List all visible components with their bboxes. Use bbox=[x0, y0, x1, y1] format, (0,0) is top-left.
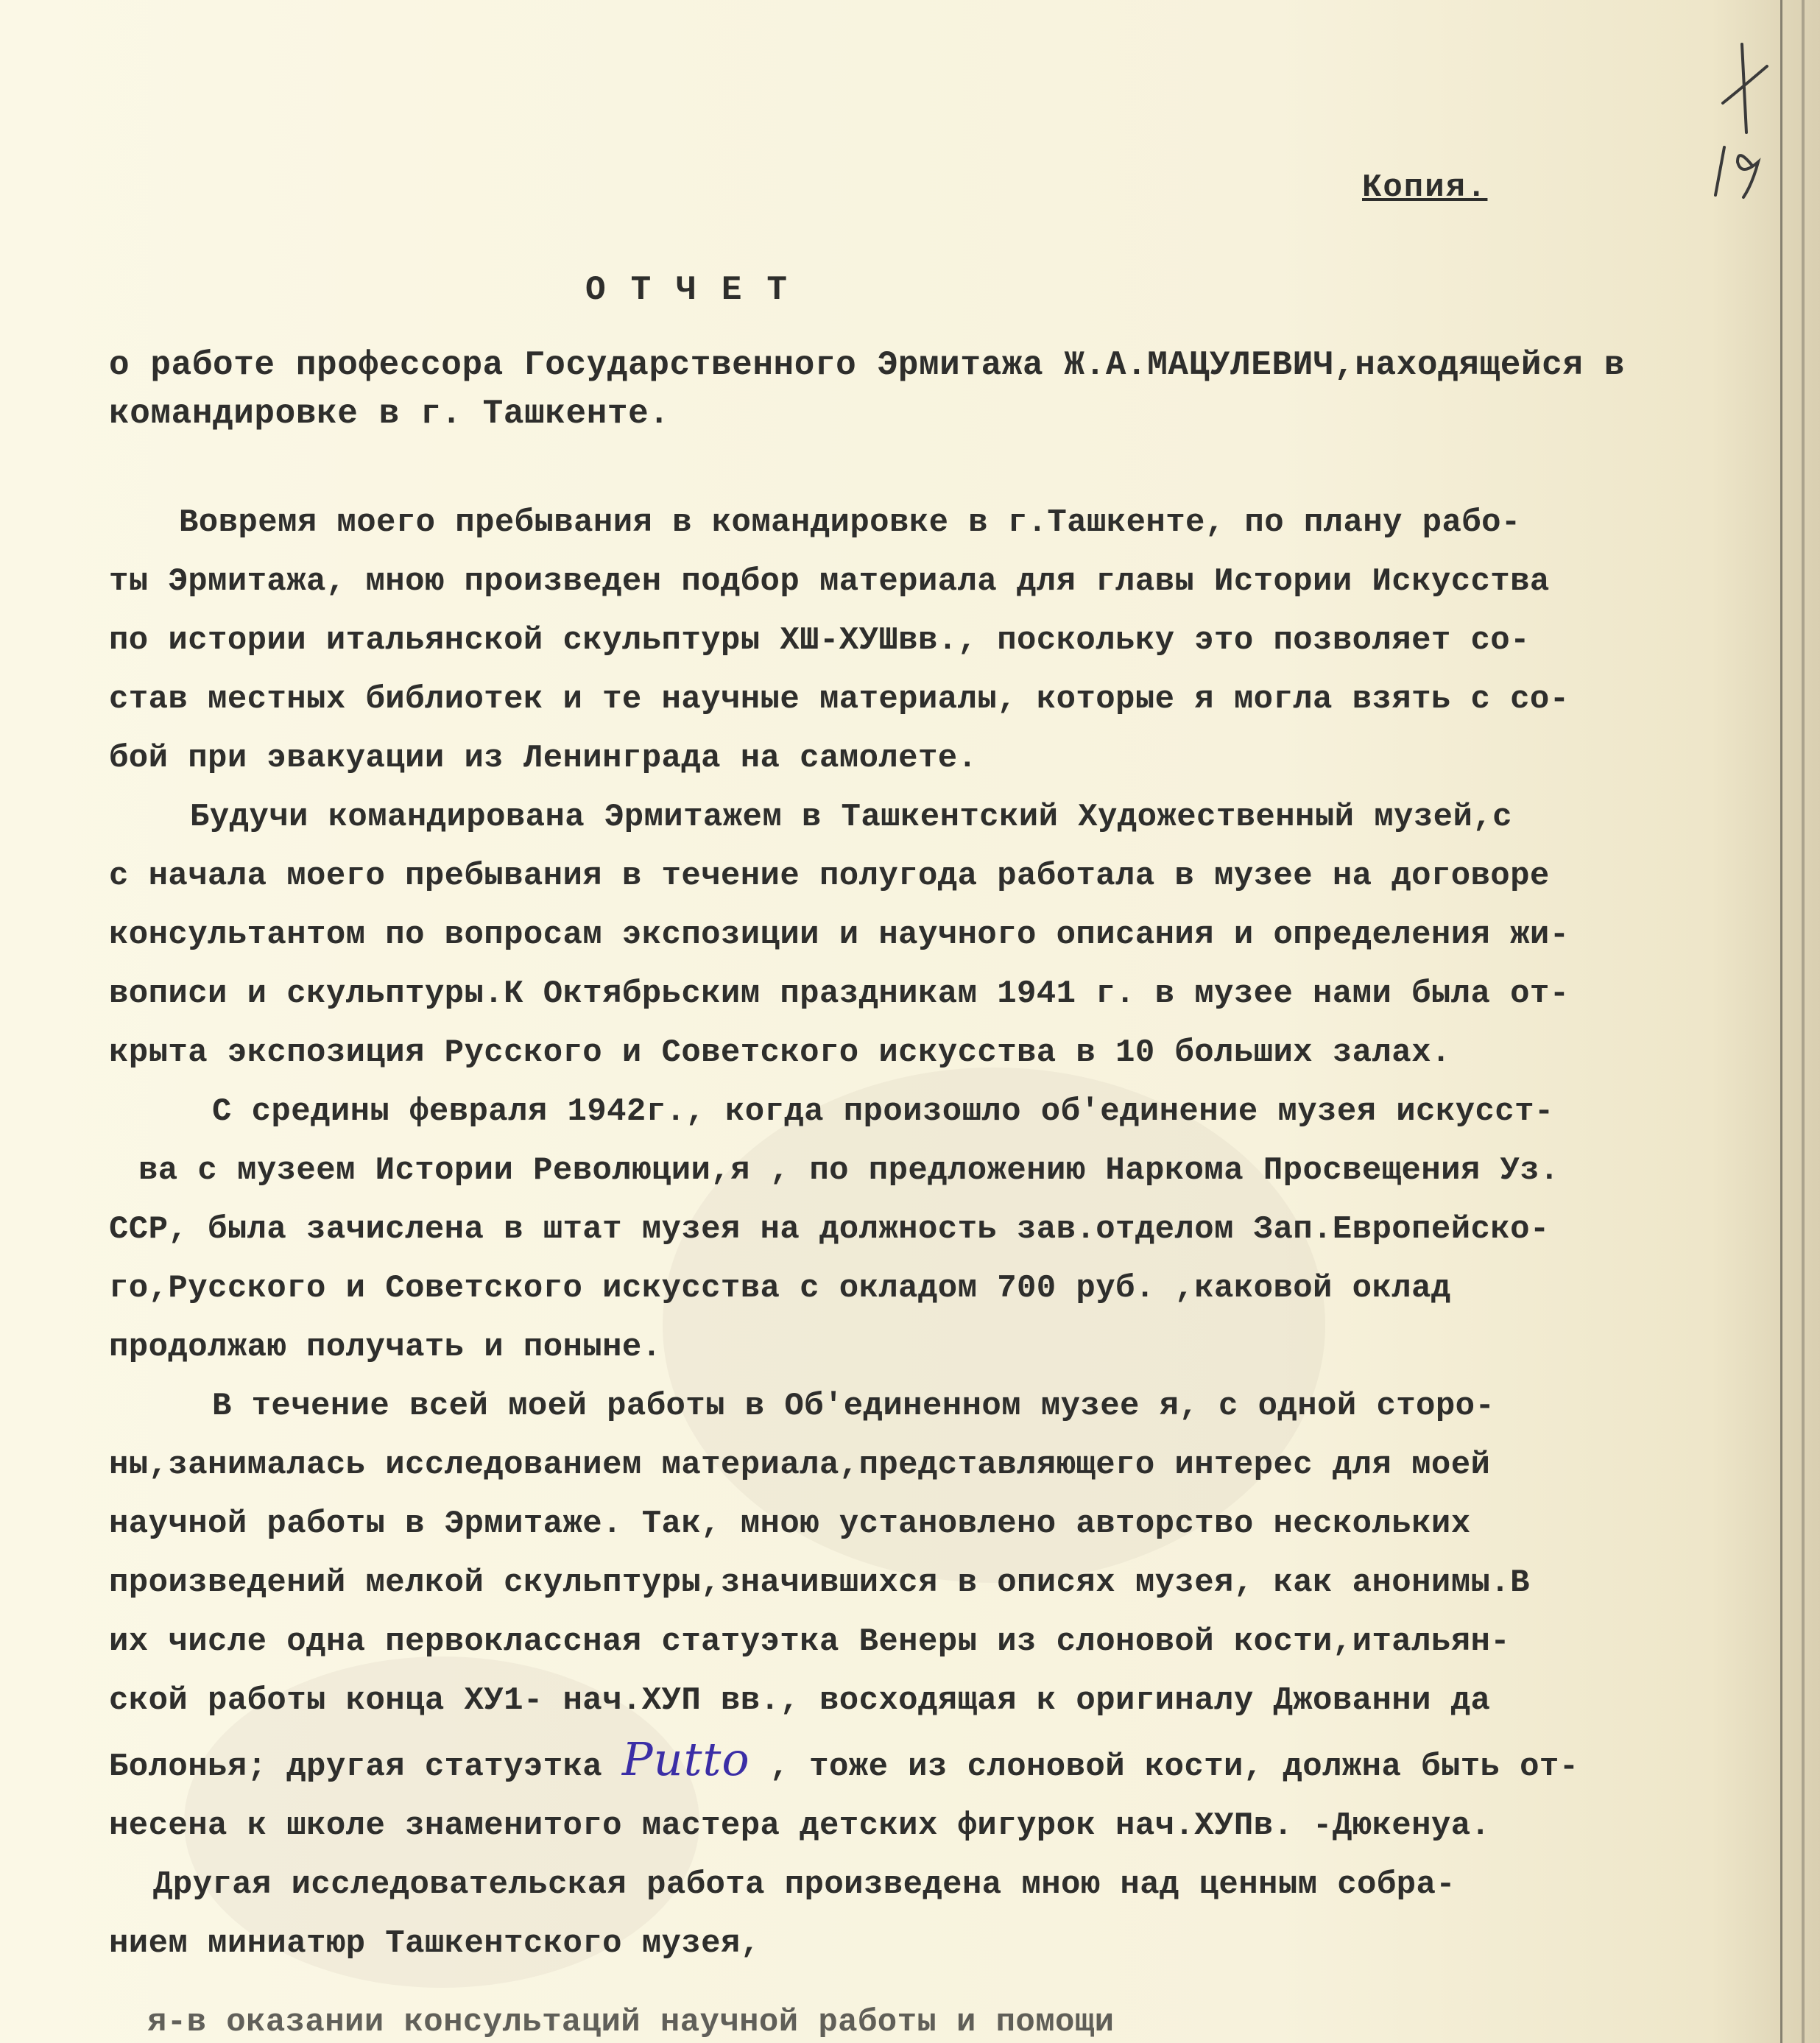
handwritten-folio-number bbox=[1708, 37, 1774, 206]
body-line: нием миниатюр Ташкентского музея, bbox=[109, 1925, 761, 1962]
body-line: вописи и скульптуры.К Октябрьским праздникам 1941 г. в музее нами была от- bbox=[109, 975, 1570, 1012]
body-line: их числе одна первоклассная статуэтка Венеры из слоновой кости,итальян- bbox=[109, 1623, 1511, 1660]
body-line: го,Русского и Советского искусства с окладом 700 руб. ,каковой оклад bbox=[109, 1270, 1451, 1307]
report-body bbox=[109, 493, 1579, 1973]
page-edge bbox=[1802, 0, 1805, 2043]
body-line: произведений мелкой скульптуры,значившихся в описях музея, как анонимы.В bbox=[109, 1564, 1530, 1601]
body-line: по истории итальянской скульптуры XШ-XУШвв., поскольку это позволяет со- bbox=[109, 622, 1530, 659]
body-line: консультантом по вопросам экспозиции и научного описания и определения жи- bbox=[109, 917, 1570, 953]
body-line: Вовремя моего пребывания в командировке в г.Ташкенте, по плану рабо- bbox=[179, 504, 1521, 541]
body-line: с начала моего пребывания в течение полугода работала в музее на договоре bbox=[109, 858, 1550, 895]
body-text: Болонья; другая статуэтка bbox=[109, 1749, 603, 1785]
heading-line: командировке в г. Ташкенте. bbox=[109, 395, 670, 433]
body-line: бой при эвакуации из Ленинграда на самолете. bbox=[109, 740, 978, 777]
handwritten-folio-mark bbox=[1708, 37, 1774, 206]
report-heading bbox=[109, 341, 1625, 438]
body-line: став местных библиотек и те научные материалы, которые я могла взять с со- bbox=[109, 681, 1570, 718]
cut-off-bottom-line: я-в оказании консультаций научной работы и помощи bbox=[147, 2004, 1115, 2041]
body-line: ской работы конца XУ1- нач.XУП вв., восходящая к оригиналу Джованни да bbox=[109, 1682, 1491, 1719]
body-line: С средины февраля 1942г., когда произошло об'единение музея искусст- bbox=[212, 1093, 1554, 1130]
body-text: , тоже из слоновой кости, должна быть от- bbox=[769, 1749, 1579, 1785]
copy-label: Копия. bbox=[1362, 169, 1488, 206]
body-line: крыта экспозиция Русского и Советского искусства в 10 больших залах. bbox=[109, 1034, 1451, 1071]
body-line: ССР, была зачислена в штат музея на должность зав.отделом Зап.Европейско- bbox=[109, 1211, 1550, 1248]
page-edge bbox=[1780, 0, 1782, 2043]
body-line-with-annotation bbox=[109, 1730, 1579, 1796]
heading-line: о работе профессора Государственного Эрмитажа Ж.А.МАЦУЛЕВИЧ,находящейся в bbox=[109, 346, 1625, 384]
handwritten-insert-putto: Putto bbox=[621, 1732, 750, 1786]
body-line: В течение всей моей работы в Об'единенном музее я, с одной сторо- bbox=[212, 1388, 1495, 1425]
body-line: ты Эрмитажа, мною произведен подбор материала для главы Истории Искусства bbox=[109, 563, 1550, 600]
body-line: несена к школе знаменитого мастера детских фигурок нач.XУПв. -Дюкенуа. bbox=[109, 1807, 1491, 1844]
body-line: ва с музеем Истории Революции,я , по предложению Наркома Просвещения Уз. bbox=[138, 1152, 1559, 1189]
body-line: продолжаю получать и поныне. bbox=[109, 1329, 662, 1366]
report-title: ОТЧЕТ bbox=[585, 271, 813, 309]
body-line: Будучи командирована Эрмитажем в Ташкентский Художественный музей,с bbox=[190, 799, 1512, 836]
body-line: Другая исследовательская работа произведена мною над ценным собра- bbox=[153, 1866, 1456, 1903]
body-line: ны,занималась исследованием материала,представляющего интерес для моей bbox=[109, 1447, 1491, 1483]
body-line: научной работы в Эрмитаже. Так, мною установлено авторство нескольких bbox=[109, 1506, 1471, 1542]
